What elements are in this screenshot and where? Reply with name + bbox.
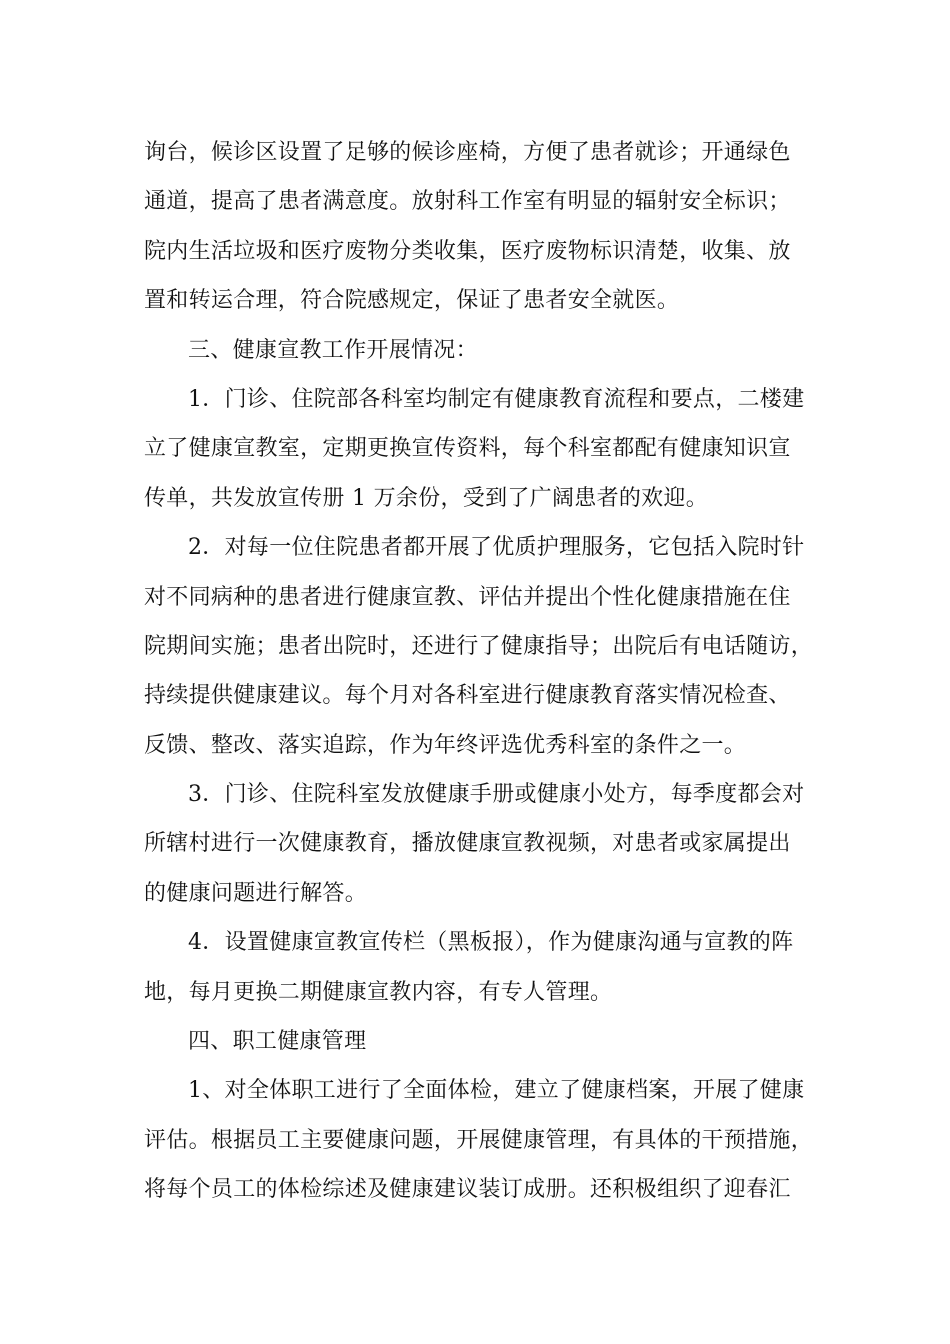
text-line: 的健康问题进行解答。 xyxy=(144,880,368,906)
text-line: 2．对每一位住院患者都开展了优质护理服务，它包括入院时针 xyxy=(188,535,805,561)
text-line: 将每个员工的体检综述及健康建议装订成册。还积极组织了迎春汇 xyxy=(144,1177,791,1203)
text-line: 通道，提高了患者满意度。放射科工作室有明显的辐射安全标识； xyxy=(144,189,791,215)
text-line: 对不同病种的患者进行健康宣教、评估并提出个性化健康措施在住 xyxy=(144,584,791,610)
text-line: 院内生活垃圾和医疗废物分类收集，医疗废物标识清楚，收集、放 xyxy=(144,238,791,264)
text-line: 地，每月更换二期健康宣教内容，有专人管理。 xyxy=(144,979,613,1005)
text-line: 反馈、整改、落实追踪，作为年终评选优秀科室的条件之一。 xyxy=(144,732,747,758)
text-line: 1、对全体职工进行了全面体检，建立了健康档案，开展了健康 xyxy=(188,1078,805,1104)
text-line: 评估。根据员工主要健康问题，开展健康管理，有具体的干预措施， xyxy=(144,1127,814,1153)
text-line: 4．设置健康宣教宣传栏（黑板报），作为健康沟通与宣教的阵 xyxy=(188,930,794,956)
text-line: 传单，共发放宣传册 1 万余份，受到了广阔患者的欢迎。 xyxy=(144,485,709,511)
text-line: 立了健康宣教室，定期更换宣传资料，每个科室都配有健康知识宣 xyxy=(144,436,791,462)
text-line: 1．门诊、住院部各科室均制定有健康教育流程和要点，二楼建 xyxy=(188,386,805,412)
text-line: 置和转运合理，符合院感规定，保证了患者安全就医。 xyxy=(144,288,680,314)
document-body xyxy=(144,128,824,1215)
text-line: 3．门诊、住院科室发放健康手册或健康小处方，每季度都会对 xyxy=(188,782,805,808)
text-line: 持续提供健康建议。每个月对各科室进行健康教育落实情况检查、 xyxy=(144,683,791,709)
section-heading: 四、职工健康管理 xyxy=(188,1029,367,1055)
text-line: 询台，候诊区设置了足够的候诊座椅，方便了患者就诊；开通绿色 xyxy=(144,140,791,165)
section-heading: 三、健康宣教工作开展情况： xyxy=(188,337,478,363)
text-line: 院期间实施；患者出院时，还进行了健康指导；出院后有电话随访， xyxy=(144,633,814,659)
text-line: 所辖村进行一次健康教育，播放健康宣教视频，对患者或家属提出 xyxy=(144,831,791,857)
